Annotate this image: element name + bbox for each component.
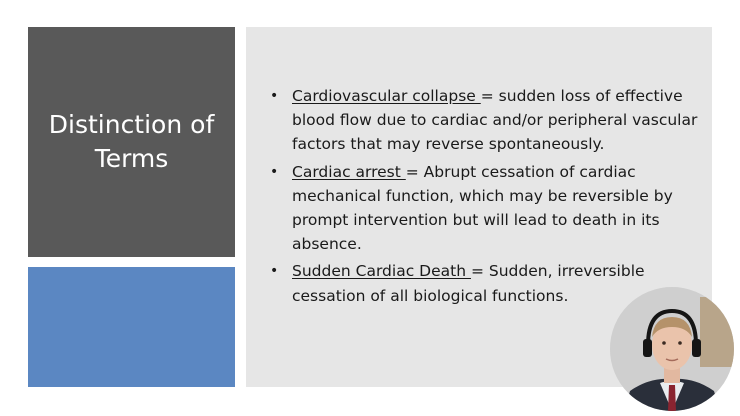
bullet-item (268, 84, 698, 157)
slide-title: Distinction of Terms (48, 110, 215, 173)
presenter-webcam (610, 287, 734, 411)
bullet-term: Cardiac arrest (292, 162, 406, 181)
bullet-definition: = Sudden, irreversible cessation of all biological functions. (292, 262, 645, 305)
bullet-term: Sudden Cardiac Death (292, 262, 471, 281)
bullet-definition: = sudden loss of effective blood flow due to cardiac and/or peripheral vascular factors that may reverse spontaneously. (292, 87, 698, 154)
bullet-icon: • (270, 263, 279, 280)
bullet-term: Cardiovascular collapse (292, 87, 481, 105)
bullet-icon: • (270, 163, 279, 180)
presenter-video-icon (610, 287, 734, 411)
bullet-list (268, 84, 698, 311)
bullet-definition: = Abrupt cessation of cardiac mechanical function, which may be reversible by prompt intervention but will lead to death in its absence. (292, 162, 673, 254)
bullet-icon: • (270, 88, 279, 104)
accent-panel (28, 267, 235, 387)
bullet-item (268, 160, 698, 257)
title-panel (28, 27, 235, 257)
